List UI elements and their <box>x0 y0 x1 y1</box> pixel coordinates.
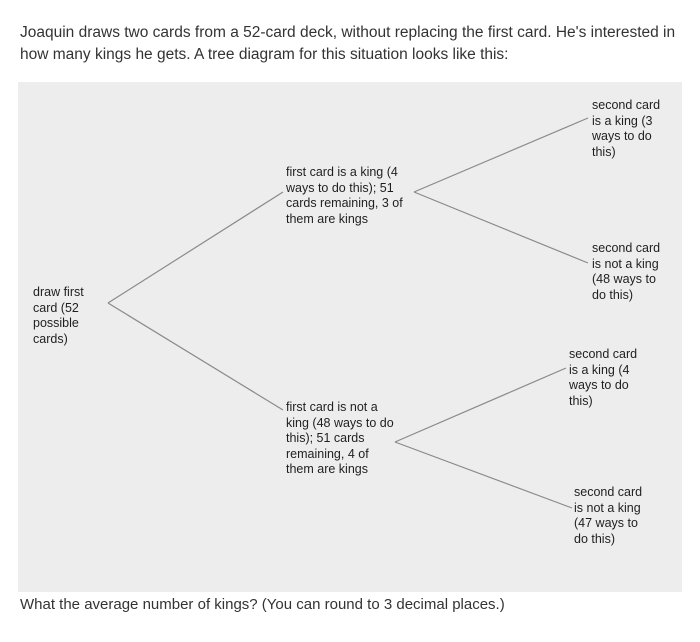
tree-diagram <box>18 82 682 592</box>
branch-first-king-to-second-king <box>414 118 588 192</box>
node-first-king: first card is a king (4 ways to do this); 51 cards remaining, 3 of them are kings <box>286 165 403 226</box>
branch-root-to-first-king <box>108 192 283 303</box>
problem-statement: Joaquin draws two cards from a 52-card deck, without replacing the first card. He's interested in how many kings he gets. A tree diagram for this situation looks like this: <box>20 24 676 63</box>
branch-first-not-king-to-second-not-king <box>395 442 572 508</box>
node-king-then-king: second card is a king (3 ways to do this) <box>592 98 661 159</box>
node-root: draw first card (52 possible cards) <box>33 285 84 346</box>
node-not-king-then-king: second card is a king (4 ways to do this) <box>569 347 638 408</box>
node-not-king-then-not-king: second card is not a king (47 ways to do this) <box>574 485 643 546</box>
question-text: What the average number of kings? (You can round to 3 decimal places.) <box>20 596 505 613</box>
branch-first-king-to-second-not-king <box>414 192 588 263</box>
node-king-then-not-king: second card is not a king (48 ways to do this) <box>592 241 661 302</box>
node-first-not-king: first card is not a king (48 ways to do this); 51 cards remaining, 4 of them are kings <box>286 400 394 476</box>
branch-root-to-first-not-king <box>108 303 283 410</box>
branch-first-not-king-to-second-king <box>395 368 566 442</box>
